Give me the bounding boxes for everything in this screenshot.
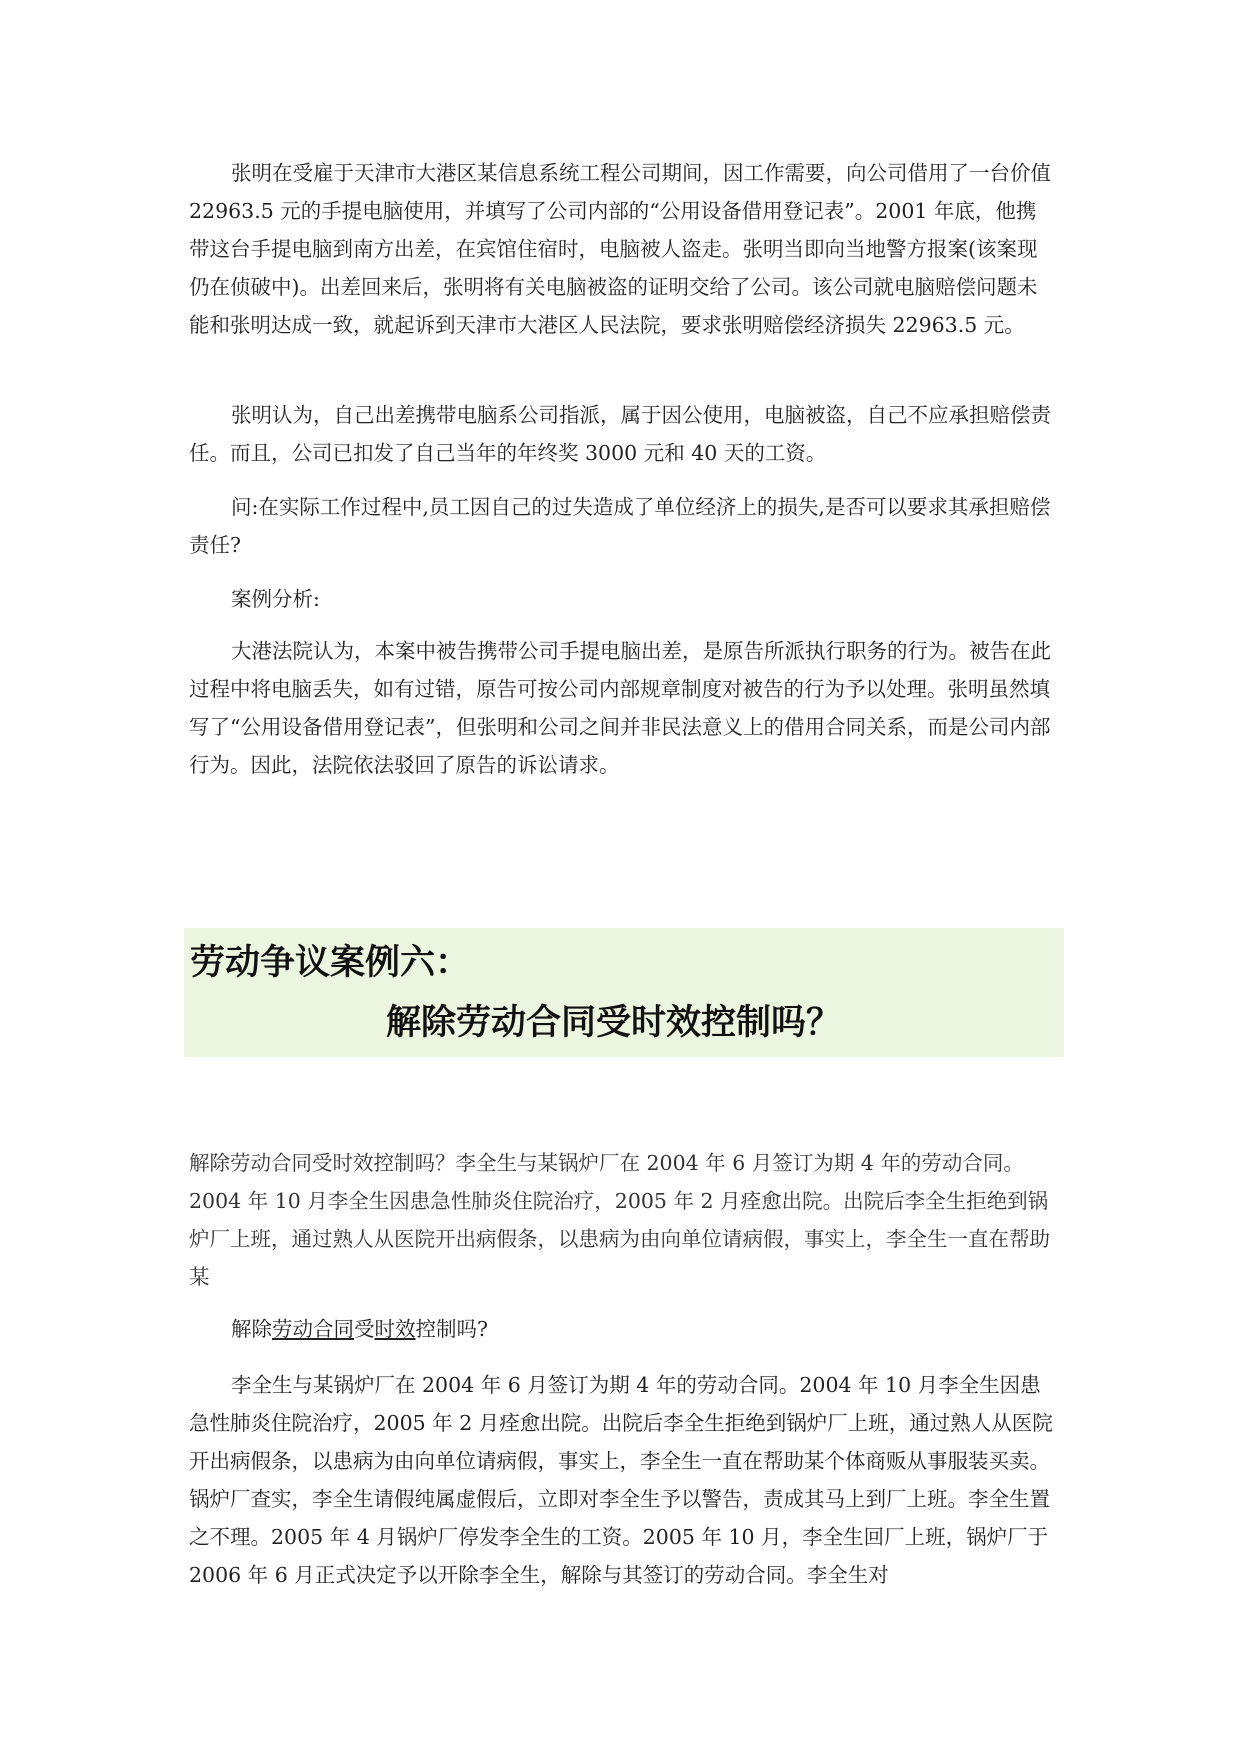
statute-limitation-link[interactable]: 时效 [374,1317,416,1341]
analysis-paragraph: 大港法院认为，本案中被告携带公司手提电脑出差，是原告所派执行职务的行为。被告在此过程中将电脑丢失，如有过错，原告可按公司内部规章制度对被告的行为予以处理。张明虽然填写了“公用设备借用登记表”，但张明和公司之间并非民法意义上的借用合同关系，而是公司内部行为。因此，法院依法驳回了原告的诉讼请求。 [189,639,1051,777]
case6-summary: 解除劳动合同受时效控制吗？李全生与某锅炉厂在 2004 年 6 月签订为期 4 年的劳动合同。2004 年 10 月李全生因患急性肺炎住院治疗，2005 年 2 月痊愈出院。出院后李全生拒绝到锅炉厂上班，通过熟人从医院开出病假条，以患病为由向单位请病假，事实上，李全生一直在帮助某 [189,1151,1050,1289]
case6-body: 李全生与某锅炉厂在 2004 年 6 月签订为期 4 年的劳动合同。2004 年 10 月李全生因患急性肺炎住院治疗，2005 年 2 月痊愈出院。出院后李全生拒绝到锅炉厂上班，通过熟人从医院开出病假条，以患病为由向单位请病假，事实上，李全生一直在帮助某个体商贩从事服装买卖。锅炉厂查实，李全生请假纯属虚假后，立即对李全生予以警告，责成其马上到厂上班。李全生置之不理。2005 年 4 月锅炉厂停发李全生的工资。2005 年 10 月，李全生回厂上班，锅炉厂于 2006 年 6 月正式决定予以开除李全生，解除与其签订的劳动合同。李全生对 [189,1373,1053,1587]
question-paragraph: 问:在实际工作过程中,员工因自己的过失造成了单位经济上的损失,是否可以要求其承担赔偿责任? [189,495,1051,557]
case-paragraph-1: 张明在受雇于天津市大港区某信息系统工程公司期间，因工作需要，向公司借用了一台价值 22963.5 元的手提电脑使用，并填写了公司内部的“公用设备借用登记表”。2001 年底，他携带这台手提电脑到南方出差，在宾馆住宿时，电脑被人盗走。张明当即向当地警方报案(该案现仍在侦破中)。出差回来后，张明将有关电脑被盗的证明交给了公司。该公司就电脑赔偿问题未能和张明达成一致，就起诉到天津市大港区人民法院，要求张明赔偿经济损失 22963.5 元。 [189,161,1051,337]
case-paragraph-2: 张明认为，自己出差携带电脑系公司指派，属于因公使用，电脑被盗，自己不应承担赔偿责任。而且，公司已扣发了自己当年的年终奖 3000 元和 40 天的工资。 [189,403,1051,465]
question-text-2: 受 [354,1317,375,1341]
analysis-label: 案例分析: [231,587,320,611]
case6-heading-title: 劳动争议案例六： [190,943,471,983]
case6-heading-subtitle: 解除劳动合同受时效控制吗？ [386,1003,842,1043]
question-text-3: 控制吗? [415,1317,488,1341]
case6-heading-box [184,928,1064,1057]
case6-question [189,1310,1054,1348]
labor-contract-link[interactable]: 劳动合同 [272,1317,354,1341]
question-text-1: 解除 [231,1317,272,1341]
